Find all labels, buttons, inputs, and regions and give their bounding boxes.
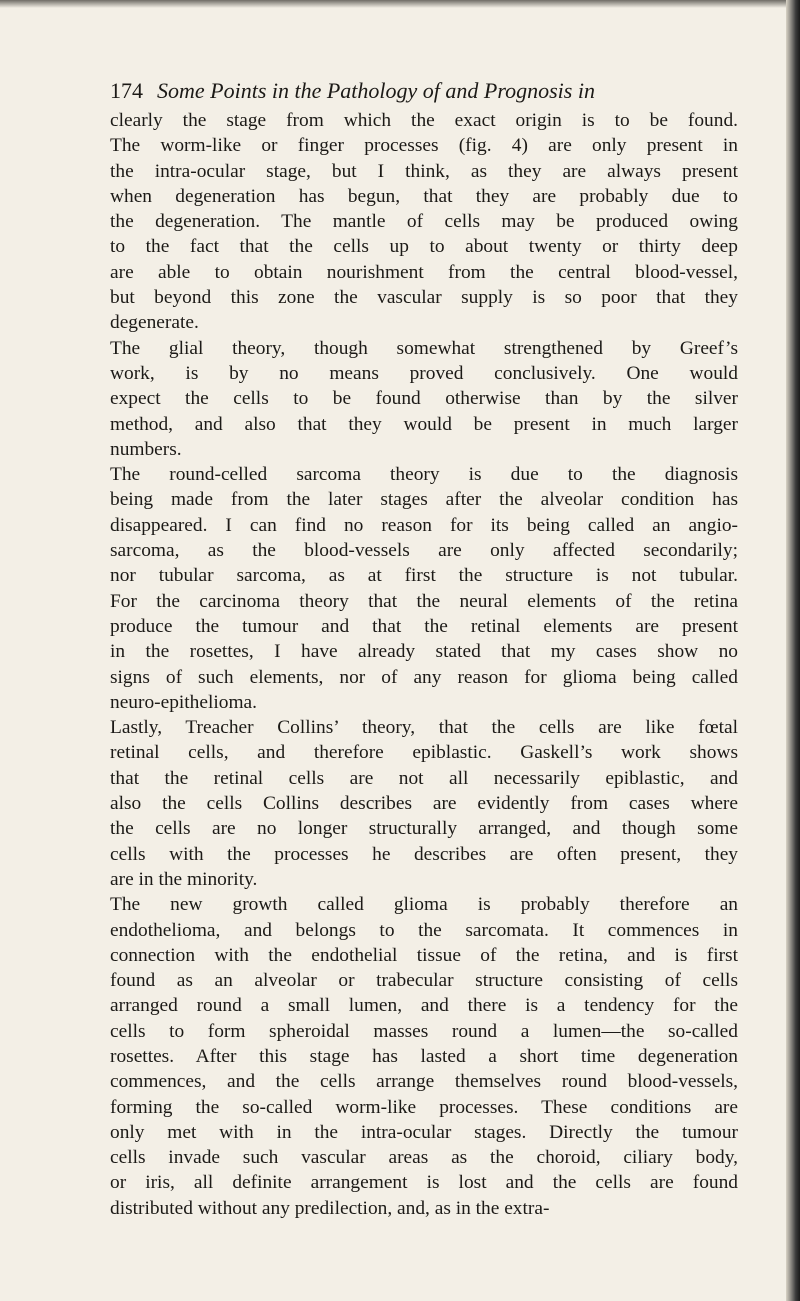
text-line: connection with the endothelial tissue of the retina, and is first [110,944,738,966]
text-line: being made from the later stages after the alveolar condition has [110,489,738,511]
paragraph [110,715,738,892]
text-line: distributed without any predilection, and, as in the extra- [110,1197,550,1219]
text-line: commences, and the cells arrange themselves round blood-vessels, [110,1071,738,1093]
text-line: signs of such elements, nor of any reason for glioma being called [110,666,738,688]
text-line: retinal cells, and therefore epiblastic. Gaskell’s work shows [110,742,738,764]
text-line: arranged round a small lumen, and there is a tendency for the [110,995,738,1017]
text-line: The worm-like or finger processes (fig. 4) are only present in [110,135,738,157]
text-line: The round-celled sarcoma theory is due to the diagnosis [110,464,738,486]
text-line: cells invade such vascular areas as the choroid, ciliary body, [110,1147,738,1169]
text-line: are able to obtain nourishment from the central blood-vessel, [110,261,738,283]
text-line: method, and also that they would be present in much larger [110,413,738,435]
text-line: The new growth called glioma is probably therefore an [110,894,738,916]
text-line: degenerate. [110,312,199,334]
paragraph [110,462,738,715]
page-binding-edge [786,0,800,1301]
text-line: found as an alveolar or trabecular structure consisting of cells [110,970,738,992]
text-line: For the carcinoma theory that the neural elements of the retina [110,590,738,612]
text-line: produce the tumour and that the retinal elements are present [110,615,738,637]
text-line: numbers. [110,438,182,460]
text-line: only met with in the intra-ocular stages. Directly the tumour [110,1121,738,1143]
running-title: Some Points in the Pathology of and Prognosis in [157,78,595,103]
text-line: endothelioma, and belongs to the sarcomata. It commences in [110,919,738,941]
text-line: or iris, all definite arrangement is lost and the cells are found [110,1172,738,1194]
text-line: cells with the processes he describes are often present, they [110,843,738,865]
text-line: forming the so-called worm-like processes. These conditions are [110,1096,738,1118]
paragraph [110,892,738,1221]
text-line: cells to form spheroidal masses round a lumen—the so-called [110,1020,738,1042]
text-line: disappeared. I can find no reason for its being called an angio- [110,514,738,536]
text-line: work, is by no means proved conclusively. One would [110,362,738,384]
page-number: 174 [110,78,143,103]
text-line: that the retinal cells are not all necessarily epiblastic, and [110,767,738,789]
text-line: to the fact that the cells up to about twenty or thirty deep [110,236,738,258]
text-line: Lastly, Treacher Collins’ theory, that the cells are like fœtal [110,717,738,739]
text-line: in the rosettes, I have already stated that my cases show no [110,641,738,663]
text-line: rosettes. After this stage has lasted a short time degeneration [110,1045,738,1067]
text-line: expect the cells to be found otherwise than by the silver [110,388,738,410]
page-top-edge-shadow [0,0,800,8]
text-line: the cells are no longer structurally arranged, and though some [110,818,738,840]
text-line: the degeneration. The mantle of cells may be produced owing [110,211,738,233]
text-line: neuro-epithelioma. [110,691,257,713]
text-line: when degeneration has begun, that they are probably due to [110,185,738,207]
text-line: are in the minority. [110,868,258,890]
body-text [110,108,738,1221]
text-line: nor tubular sarcoma, as at first the structure is not tubular. [110,565,738,587]
text-line: clearly the stage from which the exact origin is to be found. [110,110,738,131]
text-line: The glial theory, though somewhat strengthened by Greef’s [110,337,738,359]
text-line: sarcoma, as the blood-vessels are only affected secondarily; [110,540,738,562]
text-line: the intra-ocular stage, but I think, as they are always present [110,160,738,182]
paragraph [110,336,738,462]
running-header [110,78,730,104]
paragraph [110,108,738,336]
text-line: also the cells Collins describes are evidently from cases where [110,793,738,815]
text-line: but beyond this zone the vascular supply is so poor that they [110,287,738,309]
